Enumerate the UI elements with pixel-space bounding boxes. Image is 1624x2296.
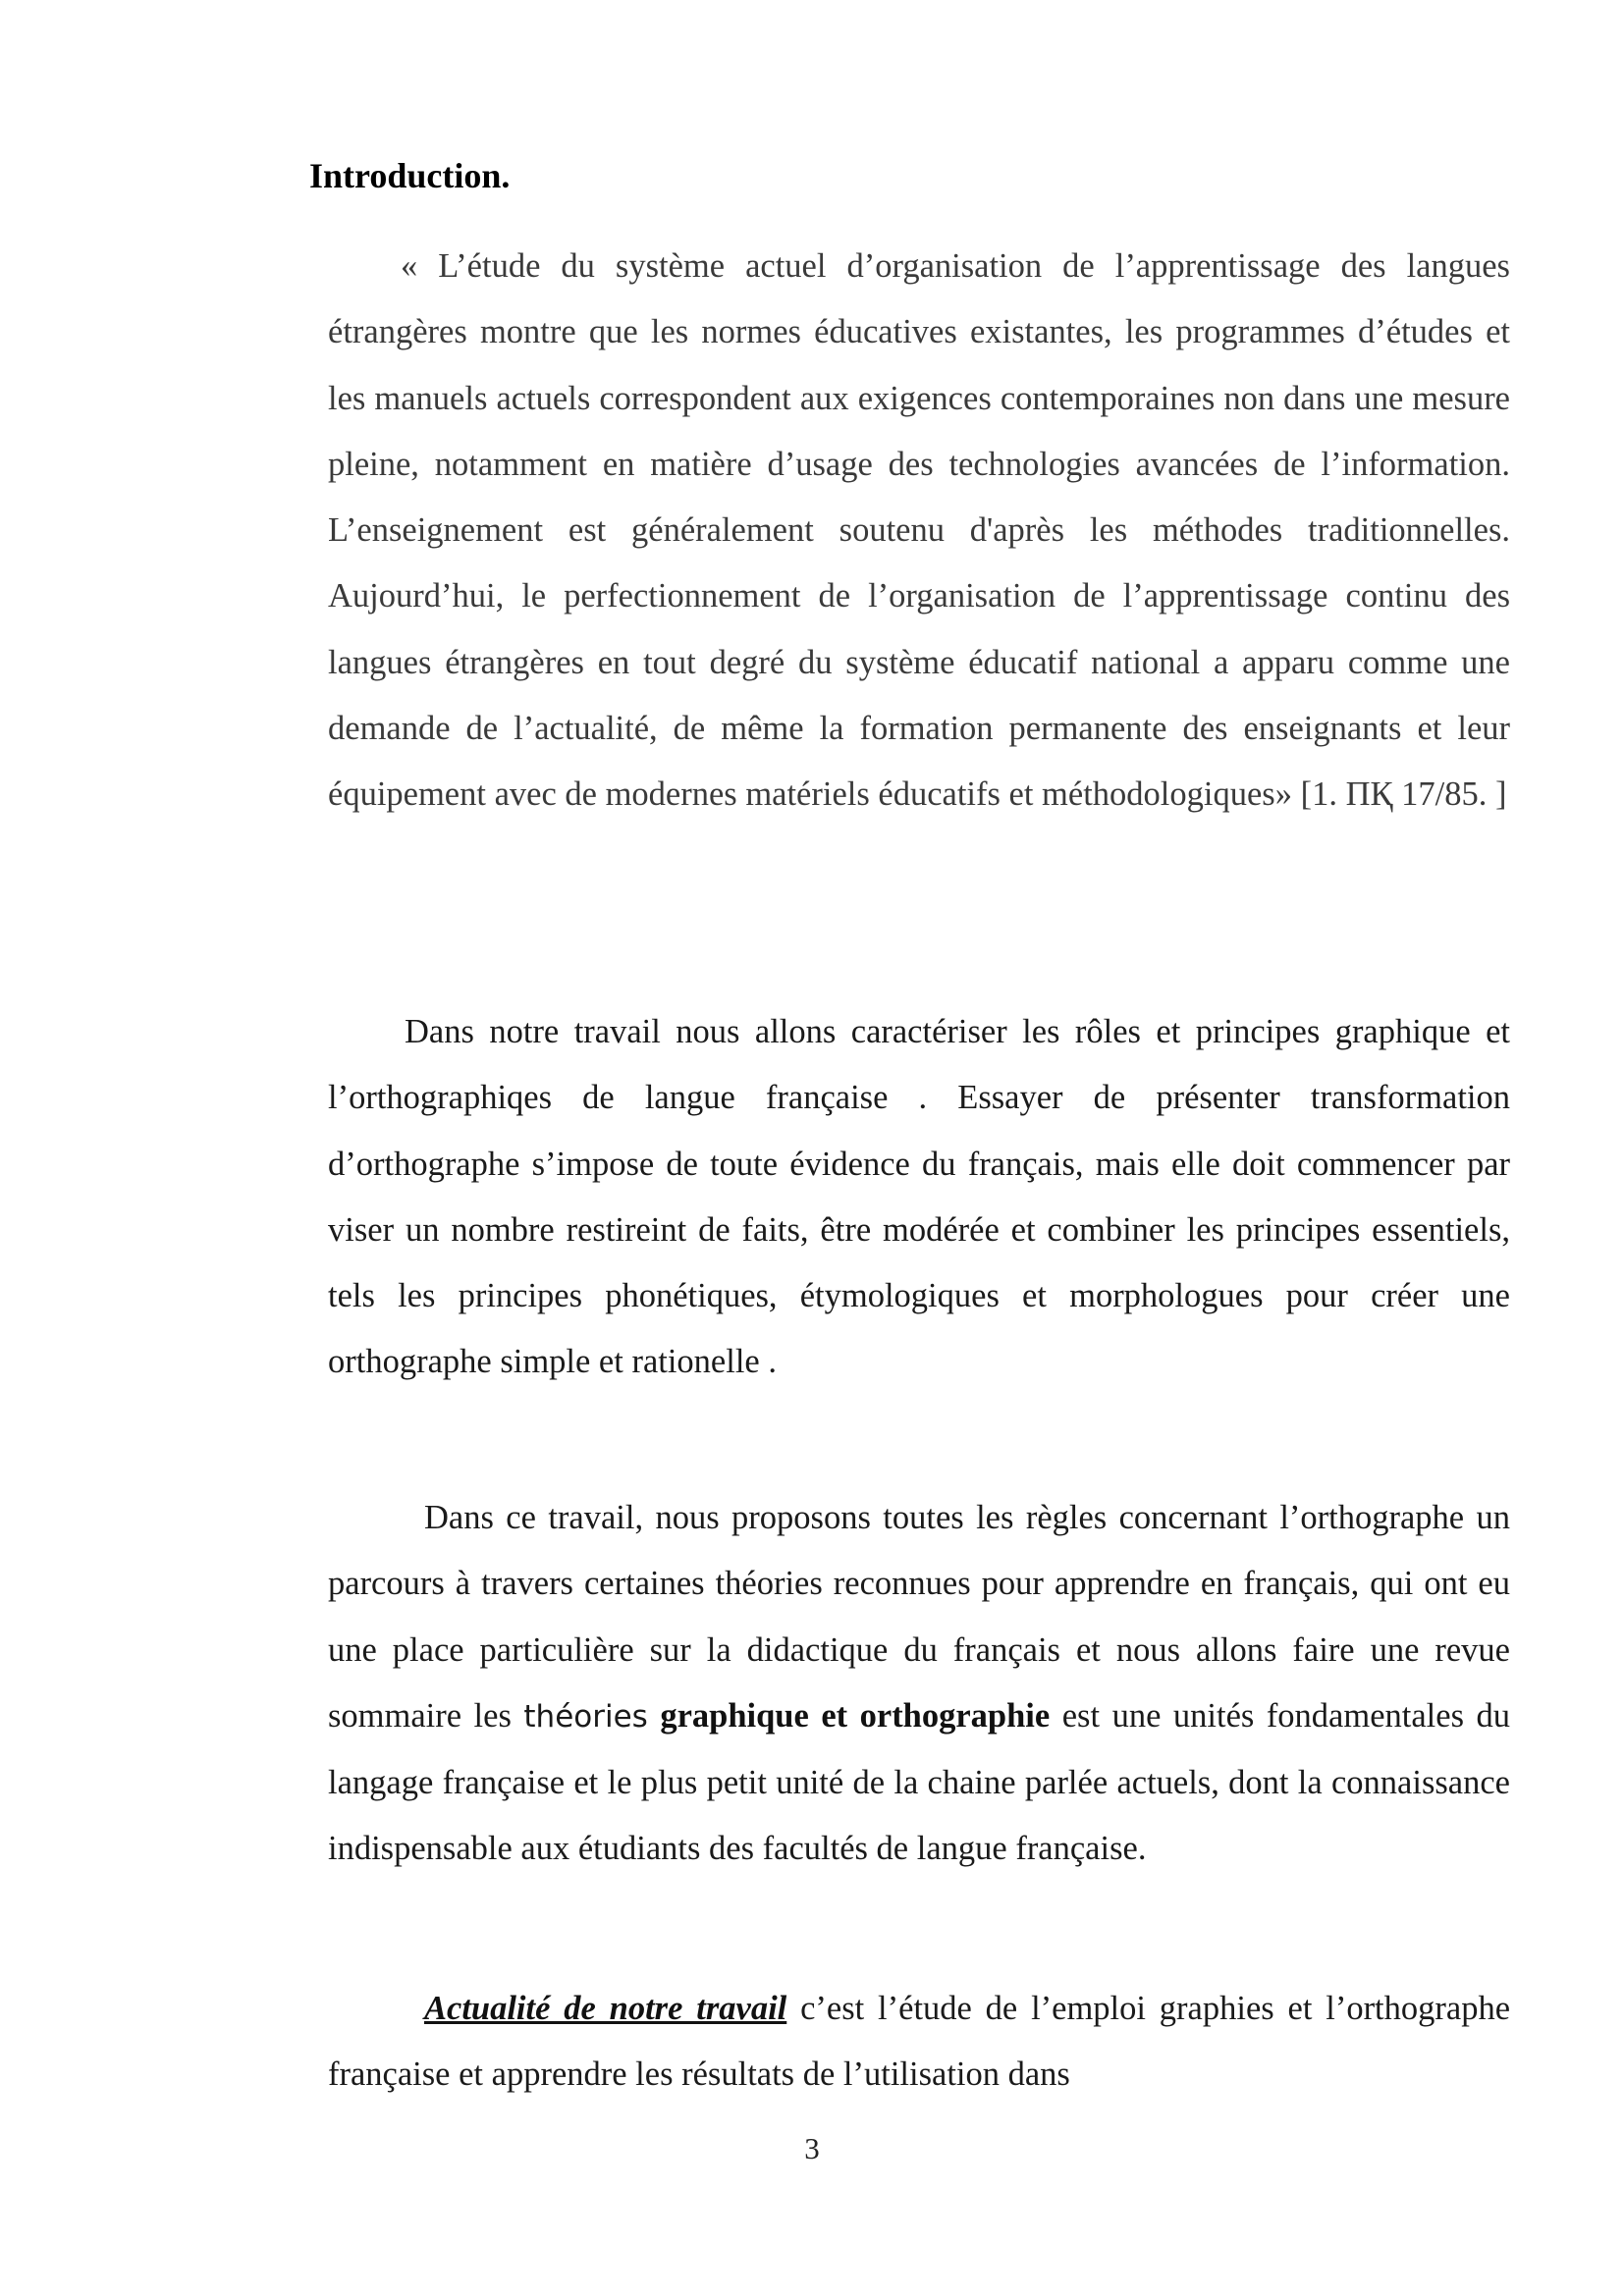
body-paragraph-1: Dans notre travail nous allons caractériser les rôles et principes graphique et l’orthographiqes de langue française . Essayer de présenter transformation d’orthographe s’impose de toute évidence du français, mais elle doit commencer par viser un nombre restireint de faits, être modérée et combiner les principes essentiels, tels les principes phonétiques, étymologiques et morphologues pour créer une orthographe simple et rationelle . [328, 1013, 1510, 1381]
section-heading: Introduction. [309, 156, 511, 195]
paragraph-2-text-end: est une unités fondamentales du langage française et le plus petit unité de la chaine parlée actuels, dont la connaissance indispensable aux étudiants des facultés de langue française. [328, 1696, 1511, 1868]
paragraph-2-text-start: Dans ce travail, nous proposons toutes les règles concernant l’orthographe un parcours à travers certaines théories reconnues pour apprendre en français, qui ont eu une place particulière sur la didactique du français et nous allons faire une revue sommaire les [328, 1499, 1510, 1735]
paragraph-2-bold-term: graphique et orthographie [660, 1696, 1051, 1735]
page-number: 3 [804, 2131, 820, 2165]
actualite-label: Actualité de notre travail [424, 1990, 787, 2027]
body-paragraph-3 [328, 1976, 1510, 2109]
paragraph-2-sans-word: théories [523, 1698, 648, 1735]
body-paragraph-2 [328, 1485, 1510, 1883]
paragraph-3-text: c’est l’étude de l’emploi graphies et l’orthographe française et apprendre les résultats de l’utilisation dans [328, 1990, 1511, 2094]
quote-paragraph: « L’étude du système actuel d’organisation de l’apprentissage des langues étrangères montre que les normes éducatives existantes, les programmes d’études et les manuels actuels correspondent aux exigences contemporaines non dans une mesure pleine, notamment en matière d’usage des technologies avancées de l’information. L’enseignement est généralement soutenu d'après les méthodes traditionnelles. Aujourd’hui, le perfectionnement de l’organisation de l’apprentissage continu des langues étrangères en tout degré du système éducatif national a apparu comme une demande de l’actualité, de même la formation permanente des enseignants et leur équipement avec de modernes matériels éducatifs et méthodologiques» [1. ПҚ 17/85. ] [328, 247, 1510, 814]
